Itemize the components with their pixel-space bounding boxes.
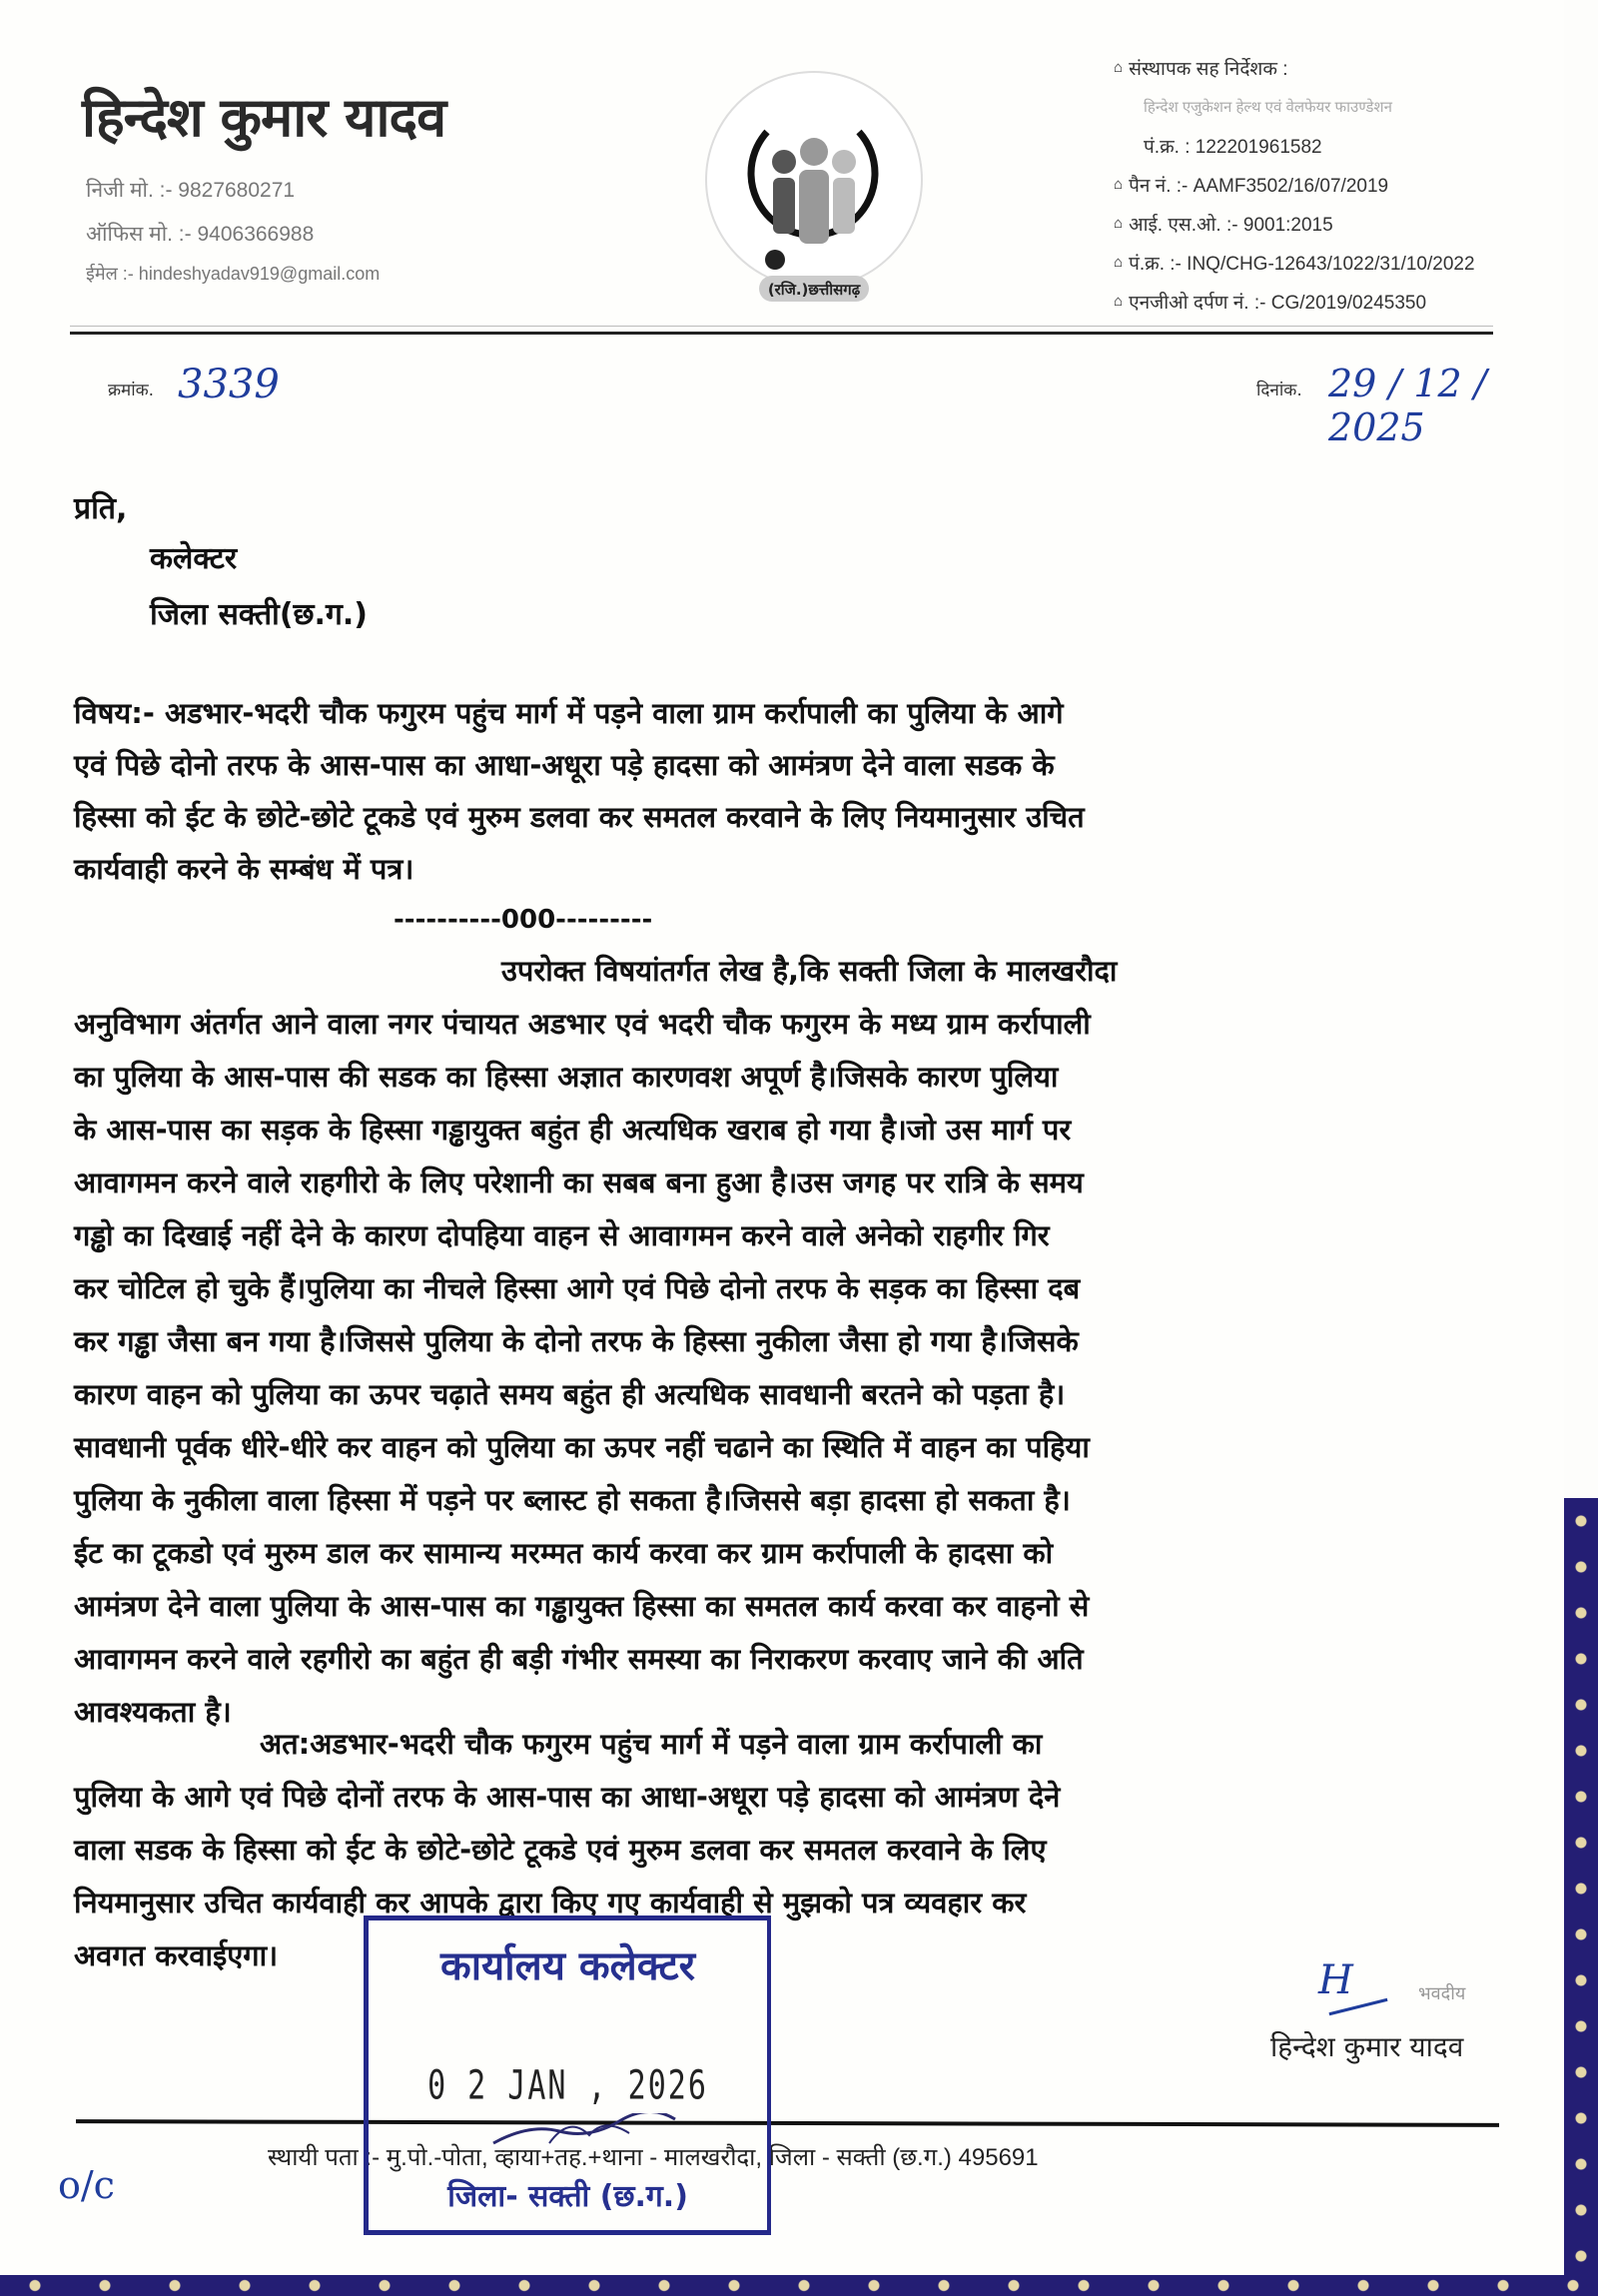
- house-bullet-icon: ⌂: [1114, 59, 1124, 76]
- signature-mark: H: [1318, 1957, 1353, 2003]
- house-bullet-icon: ⌂: [1114, 176, 1124, 193]
- received-stamp: [364, 1915, 771, 2235]
- reference-number: 3339: [178, 362, 280, 407]
- letterhead-name: हिन्देश कुमार यादव: [82, 86, 446, 149]
- house-bullet-icon: ⌂: [1114, 254, 1124, 271]
- paragraph-line: अवगत करवाईएगा।: [74, 1938, 279, 1972]
- house-bullet-icon: ⌂: [1114, 293, 1124, 310]
- footer-divider: [76, 2119, 1499, 2127]
- background-fabric: [1564, 1498, 1598, 2296]
- foundation-logo: [689, 62, 939, 312]
- paragraph-line: सावधानी पूर्वक धीरे-धीरे कर वाहन को पुलिया का ऊपर नहीं चढाने का स्थिति में वाहन का पहिया: [74, 1430, 1090, 1464]
- paragraph-line: गड्ढो का दिखाई नहीं देने के कारण दोपहिया वाहन से आवागमन करने वाले अनेको राहगीर गिर: [74, 1218, 1050, 1252]
- signature-closing: भवदीय: [1418, 1983, 1466, 2004]
- paragraph-line: उपरोक्त विषयांतर्गत लेख है,कि सक्ती जिला के मालखरौदा: [501, 954, 1118, 988]
- receiver-initials-scribble: [489, 2113, 679, 2149]
- permanent-address: स्थायी पता :- मु.पो.-पोता, व्हाया+तह.+थाना - मालखरौदा, जिला - सक्ती (छ.ग.) 495691: [268, 2144, 1039, 2171]
- subject-line: हिस्सा को ईट के छोटे-छोटे टूकडे एवं मुरुम डलवा कर समतल करवाने के लिए नियमानुसार उचित: [74, 800, 1085, 834]
- paragraph-line: कारण वाहन को पुलिया का ऊपर चढ़ाते समय बहुंत ही अत्यधिक सावधानी बरतने को पड़ता है।: [74, 1377, 1066, 1411]
- letterhead-divider: [70, 332, 1493, 335]
- letter-date: 29 / 12 / 2025: [1328, 362, 1487, 449]
- person-icon: [772, 150, 796, 174]
- paragraph-line: नियमानुसार उचित कार्यवाही कर आपके द्वारा किए गए कार्यवाही से मुझको पत्र व्यवहार कर: [74, 1886, 1027, 1919]
- letterhead-divider-thin: [70, 326, 1493, 327]
- addressee-to: प्रति,: [74, 491, 128, 526]
- addressee-district: जिला सक्ती(छ.ग.): [150, 597, 368, 632]
- pan-number: पैन नं. :- AAMF3502/16/07/2019: [1129, 175, 1389, 197]
- subject-line: एवं पिछे दोनो तरफ के आस-पास का आधा-अधूरा पड़े हादसा को आमंत्रण देने वाला सडक के: [74, 748, 1055, 782]
- paragraph-line: आवागमन करने वाले राहगीरो के लिए परेशानी का सबब बना हुआ है।उस जगह पर रात्रि के समय: [74, 1165, 1084, 1199]
- person-icon: [800, 138, 828, 166]
- stamp-district: जिला- सक्ती (छ.ग.): [447, 2179, 688, 2214]
- paragraph-line: कर गड्ढा जैसा बन गया है।जिससे पुलिया के दोनो तरफ के हिस्सा नुकीला जैसा हो गया है।जिसके: [74, 1324, 1079, 1358]
- stamp-office-title: कार्यालय कलेक्टर: [439, 1943, 696, 1989]
- paragraph-line: का पुलिया के आस-पास की सडक का हिस्सा अज्ञात कारणवश अपूर्ण है।जिसके कारण पुलिया: [74, 1060, 1059, 1094]
- stamp-received-date: 0 2 JAN , 2026: [427, 2061, 708, 2110]
- founder-title: संस्थापक सह निर्देशक :: [1129, 58, 1288, 80]
- registration-number: पं.क्र. : 122201961582: [1144, 136, 1322, 158]
- background-fabric: [0, 2275, 1598, 2296]
- paragraph-line: पुलिया के आगे एवं पिछे दोनों तरफ के आस-पास का आधा-अधूरा पड़े हादसा को आमंत्रण देने: [74, 1780, 1061, 1814]
- registration-number-2: पं.क्र. :- INQ/CHG-12643/1022/31/10/2022: [1129, 253, 1475, 275]
- paragraph-line: आमंत्रण देने वाला पुलिया के आस-पास का गड्ढायुक्त हिस्सा का समतल कार्य करवा कर वाहनो से: [74, 1589, 1090, 1623]
- letterhead-registration-block: [1114, 48, 1475, 321]
- paragraph-line: के आस-पास का सड़क के हिस्सा गड्ढायुक्त बहुंत ही अत्यधिक खराब हो गया है।जो उस मार्ग पर: [74, 1113, 1072, 1147]
- margin-note-oc: o/c: [58, 2163, 115, 2207]
- paragraph-line: पुलिया के नुकीला वाला हिस्सा में पड़ने पर ब्लास्ट हो सकता है।जिससे बड़ा हादसा हो सकता है।: [74, 1483, 1071, 1517]
- addressee-designation: कलेक्टर: [150, 541, 238, 576]
- stethoscope-head: [765, 250, 785, 270]
- person-icon: [832, 150, 856, 174]
- subject-line: विषय:- अडभार-भदरी चौक फगुरम पहुंच मार्ग में पड़ने वाला ग्राम कर्रापाली का पुलिया के आगे: [74, 696, 1064, 730]
- office-mobile: ऑफिस मो. :- 9406366988: [86, 223, 315, 246]
- body-paragraph-2: [74, 1718, 1502, 1982]
- reference-label: क्रमांक.: [108, 381, 155, 400]
- email: ईमेल :- hindeshyadav919@gmail.com: [86, 264, 381, 284]
- iso-number: आई. एस.ओ. :- 9001:2015: [1129, 214, 1333, 236]
- organization-name: हिन्देश एजुकेशन हेल्थ एवं वेलफेयर फाउण्डेशन: [1144, 98, 1392, 116]
- house-bullet-icon: ⌂: [1114, 215, 1124, 232]
- paragraph-line: ईट का टूकडो एवं मुरुम डाल कर सामान्य मरम्मत कार्य करवा कर ग्राम कर्रापाली के हादसा को: [74, 1536, 1054, 1570]
- paragraph-line: आवश्यकता है।: [74, 1695, 232, 1729]
- personal-mobile: निजी मो. :- 9827680271: [86, 179, 296, 202]
- paragraph-line: कर चोटिल हो चुके हैं।पुलिया का नीचले हिस्सा आगे एवं पिछे दोनो तरफ के सड़क का हिस्सा दब: [74, 1271, 1081, 1305]
- paragraph-line: अत:अडभार-भदरी चौक फगुरम पहुंच मार्ग में पड़ने वाला ग्राम कर्रापाली का: [260, 1727, 1043, 1761]
- subject-line: कार्यवाही करने के सम्बंध में पत्र।: [74, 852, 414, 886]
- svg-text:(रजि.)छत्तीसगढ़: (रजि.)छत्तीसगढ़: [767, 281, 861, 299]
- paragraph-line: अनुविभाग अंतर्गत आने वाला नगर पंचायत अडभार एवं भदरी चौक फगुरम के मध्य ग्राम कर्रापाली: [74, 1007, 1091, 1041]
- body-paragraph-1: [74, 945, 1502, 1739]
- signatory-name: हिन्देश कुमार यादव: [1270, 2030, 1464, 2063]
- date-label: दिनांक.: [1256, 381, 1302, 400]
- ngo-darpan-number: एनजीओ दर्पण नं. :- CG/2019/0245350: [1129, 292, 1427, 314]
- paragraph-line: वाला सडक के हिस्सा को ईट के छोटे-छोटे टूकडे एवं मुरुम डलवा कर समतल करवाने के लिए: [74, 1833, 1047, 1867]
- subject: [74, 687, 1492, 895]
- paragraph-line: आवागमन करने वाले रहगीरो का बहुंत ही बड़ी गंभीर समस्या का निराकरण करवाए जाने की अति: [74, 1642, 1084, 1676]
- section-separator: ----------000---------: [394, 905, 653, 935]
